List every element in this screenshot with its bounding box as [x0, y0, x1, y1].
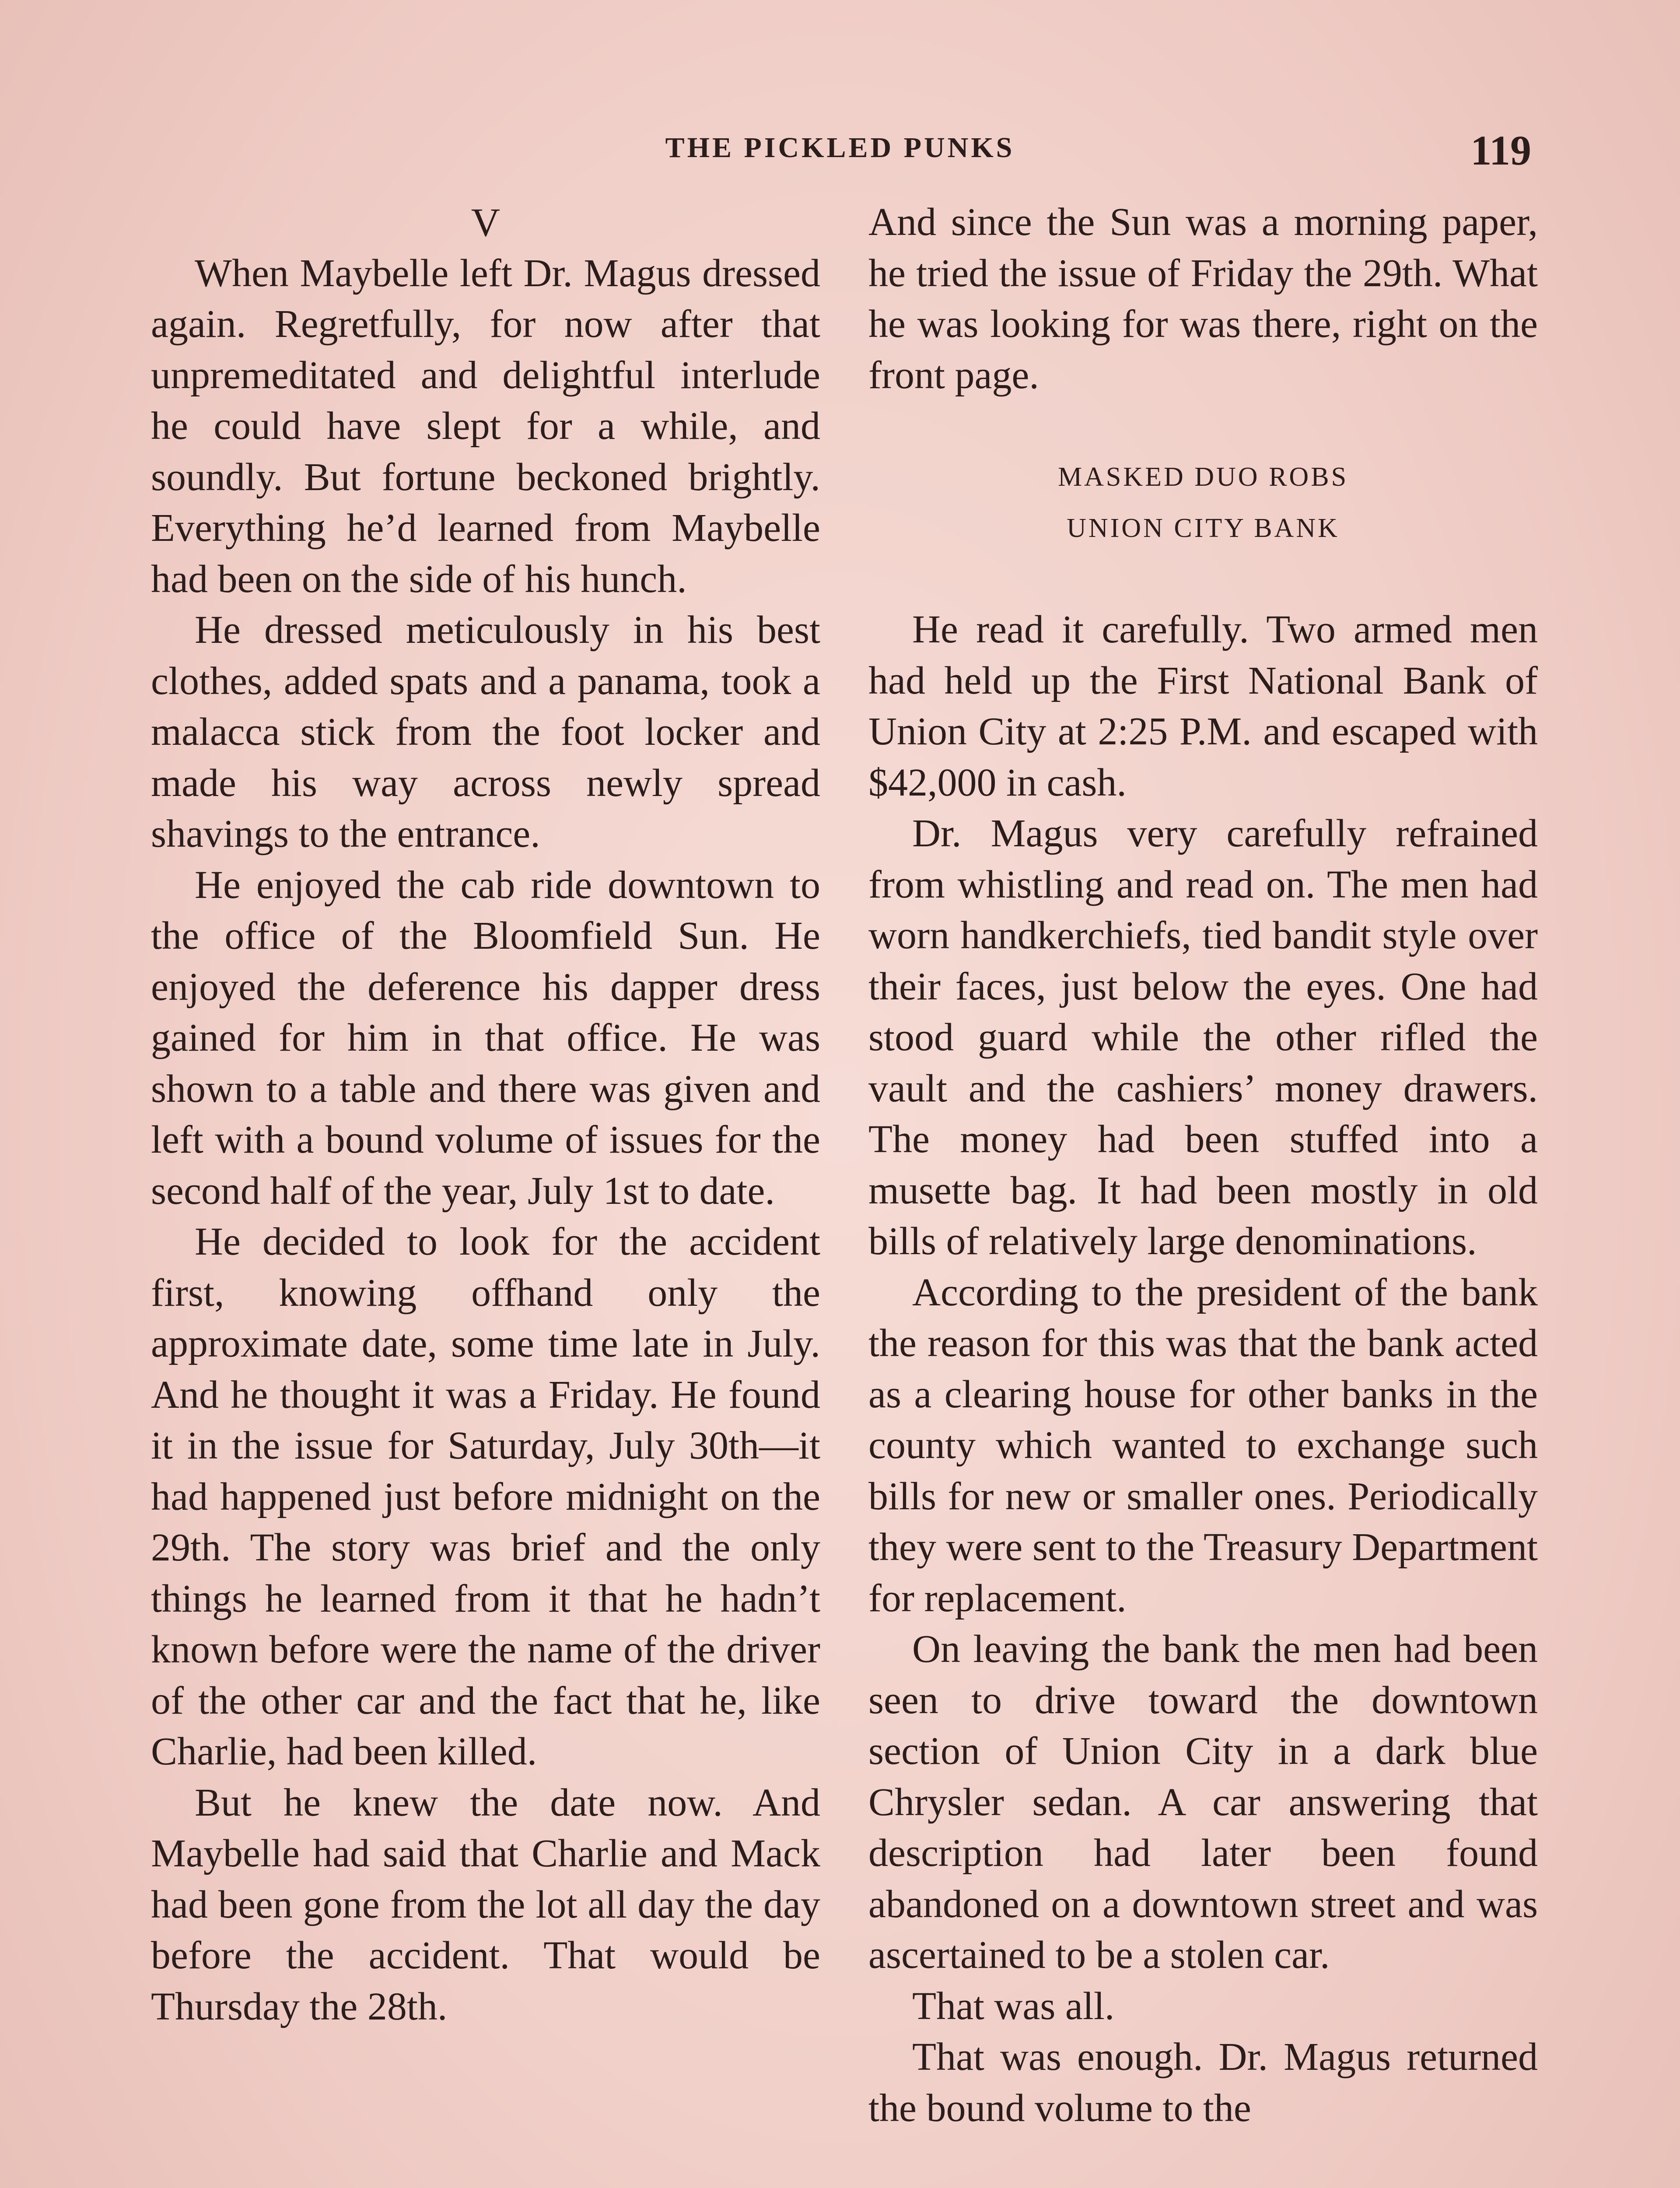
- headline-line: MASKED DUO ROBS: [1057, 462, 1349, 492]
- paragraph: That was enough. Dr. Magus returned the bound volume to the: [868, 2035, 1538, 2130]
- section-numeral: V: [471, 200, 500, 245]
- page-number: 119: [1470, 127, 1531, 174]
- left-column: [151, 197, 820, 2032]
- paragraph: When Maybelle left Dr. Magus dressed again. Regretfully, for now after that unpremeditated and delightful interlude he could have slept for a while, and soundly. But fortune beckoned brightly. Everything he’d learned from Maybelle had been on the side of his hunch.: [151, 251, 820, 601]
- paragraph: But he knew the date now. And Maybelle had said that Charlie and Mack had been gone from the lot all day the day before the accident. That would be Thursday the 28th.: [151, 1781, 820, 2028]
- paragraph: Dr. Magus very carefully refrained from whistling and read on. The men had worn handkerchiefs, tied bandit style over their faces, just below the eyes. One had stood guard while the other rifled the vault and the cashiers’ money drawers. The money had been stuffed into a musette bag. It had been mostly in old bills of relatively large denominations.: [868, 812, 1538, 1263]
- running-head: [149, 127, 1531, 184]
- paragraph: And since the Sun was a morning paper, he tried the issue of Friday the 29th. What he was looking for was there, right on the front page.: [868, 200, 1538, 397]
- paragraph: He dressed meticulously in his best clothes, added spats and a panama, took a malacca stick from the foot locker and made his way across newly spread shavings to the entrance.: [151, 608, 820, 856]
- running-title: THE PICKLED PUNKS: [665, 132, 1015, 164]
- newspaper-headline: [868, 452, 1538, 554]
- paragraph: On leaving the bank the men had been seen to drive toward the downtown section of Union City in a dark blue Chrysler sedan. A car answering that description had later been found abandoned on a downtown street and was ascertained to be a stolen car.: [868, 1627, 1538, 1977]
- right-column: [868, 197, 1538, 2134]
- paragraph: According to the president of the bank the reason for this was that the bank acted as a clearing house for other banks in the county which wanted to exchange such bills for new or smaller ones. Periodically they were sent to the Treasury Department for replacement.: [868, 1270, 1538, 1620]
- paragraph: He read it carefully. Two armed men had held up the First National Bank of Union City at 2:25 P.M. and escaped with $42,000 in cash.: [868, 608, 1538, 804]
- paragraph: That was all.: [912, 1984, 1115, 2028]
- headline-line: UNION CITY BANK: [1067, 513, 1340, 543]
- paragraph: He enjoyed the cab ride downtown to the office of the Bloomfield Sun. He enjoyed the deference his dapper dress gained for him in that office. He was shown to a table and there was given and left with a bound volume of issues for the second half of the year, July 1st to date.: [151, 863, 820, 1213]
- paragraph: He decided to look for the accident first, knowing offhand only the approximate date, some time late in July. And he thought it was a Friday. He found it in the issue for Saturday, July 30th—it had happened just before midnight on the 29th. The story was brief and the only things he learned from it that he hadn’t known before were the name of the driver of the other car and the fact that he, like Charlie, had been killed.: [151, 1220, 820, 1773]
